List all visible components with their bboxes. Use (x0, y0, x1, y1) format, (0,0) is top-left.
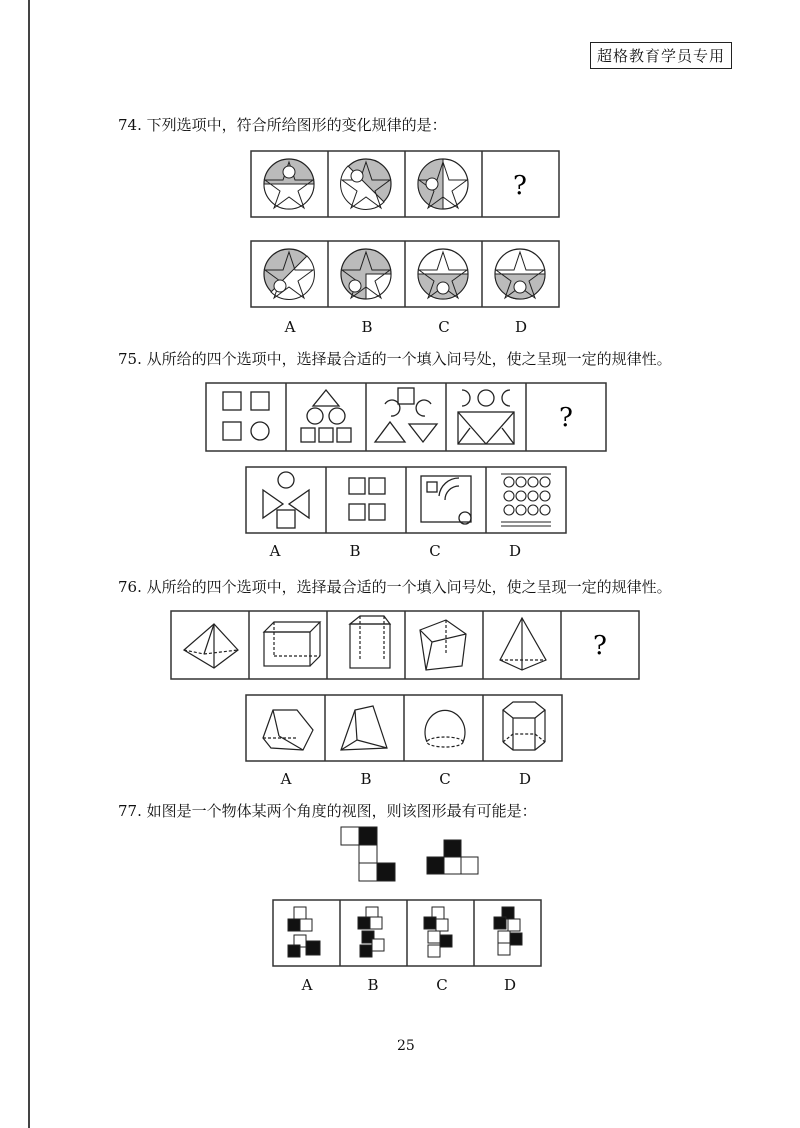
header-stamp: 超格教育学员专用 (590, 42, 732, 69)
q76-option-b-label[interactable]: B (360, 770, 372, 788)
q74-option-c-figure[interactable] (418, 249, 468, 299)
q75-question-mark: ? (559, 403, 573, 433)
q74-option-b-figure[interactable] (341, 249, 391, 299)
q74-option-a-label[interactable]: A (284, 318, 296, 336)
q74-figure-3 (418, 159, 468, 209)
question-75-text: 75. 从所给的四个选项中，选择最合适的一个填入问号处，使之呈现一定的规律性。 (118, 350, 672, 368)
q77-option-c-label[interactable]: C (436, 976, 448, 994)
q75-option-a-label[interactable]: A (269, 542, 281, 560)
q77-option-b-label[interactable]: B (367, 976, 379, 994)
q74-options-row (250, 240, 560, 308)
q74-option-c-label[interactable]: C (438, 318, 450, 336)
q76-sequence-row (170, 610, 640, 680)
q76-option-a-label[interactable]: A (280, 770, 292, 788)
q74-option-b-label[interactable]: B (361, 318, 373, 336)
page-left-edge (28, 0, 30, 1128)
q74-figure-2 (341, 159, 391, 209)
q75-option-b-label[interactable]: B (349, 542, 361, 560)
q75-option-d-label[interactable]: D (508, 542, 522, 560)
q77-options-row (272, 899, 542, 967)
q74-option-a-figure[interactable] (264, 249, 314, 299)
question-76-text: 76. 从所给的四个选项中，选择最合适的一个填入问号处，使之呈现一定的规律性。 (118, 578, 672, 596)
question-74-text: 74. 下列选项中，符合所给图形的变化规律的是： (118, 116, 447, 134)
q76-options-row (245, 694, 563, 762)
q75-options-row (245, 466, 567, 534)
page-number: 25 (397, 1038, 415, 1054)
q75-option-c-label[interactable]: C (429, 542, 441, 560)
q77-view-1 (340, 826, 400, 884)
q75-sequence-row (205, 382, 607, 452)
q74-option-d-label[interactable]: D (514, 318, 528, 336)
q77-option-a-label[interactable]: A (301, 976, 313, 994)
q76-option-c-label[interactable]: C (439, 770, 451, 788)
q77-option-d-label[interactable]: D (503, 976, 517, 994)
q76-option-d-label[interactable]: D (518, 770, 532, 788)
question-77-text: 77. 如图是一个物体某两个角度的视图，则该图形最有可能是： (118, 802, 537, 820)
q74-figure-1 (264, 159, 314, 209)
q74-option-d-figure[interactable] (495, 249, 545, 299)
q77-view-2 (425, 838, 485, 878)
q74-question-mark: ? (513, 171, 527, 201)
q76-question-mark: ? (593, 631, 607, 661)
q74-sequence-row (250, 150, 560, 218)
